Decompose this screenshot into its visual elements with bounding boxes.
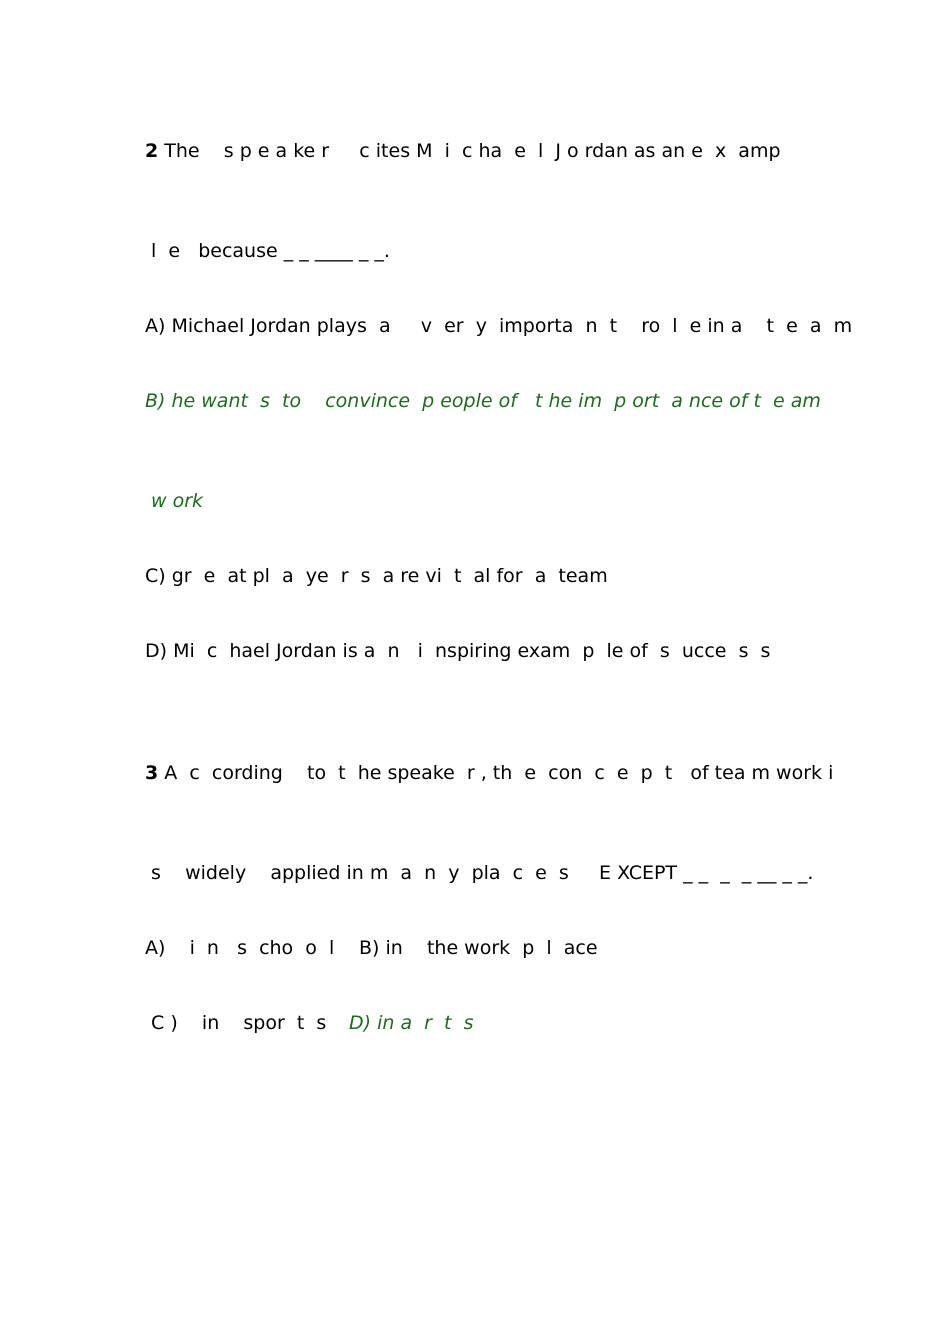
question-3-option-a: A) i n s cho o l (145, 937, 335, 959)
question-2-stem-line-2: l e because _ _ ____ _ _. (145, 240, 390, 262)
question-3-option-b: B) in the work p l ace (359, 937, 598, 959)
question-3-option-c: C ) in spor t s (145, 1012, 327, 1034)
question-2-option-d: D) Mi c hael Jordan is a n i nspiring exam p le of s ucce s s (145, 640, 771, 662)
question-3-stem-line-2: s widely applied in m a n y pla c e s E XCEPT _ _ _ _ __ _ _. (145, 862, 814, 884)
question-2-number: 2 (145, 140, 159, 162)
question-2-stem-text: The s p e a ke r c ites M i c ha e l J o rdan as an e x amp (158, 140, 781, 162)
question-2-option-c: C) gr e at pl a ye r s a re vi t al for a team (145, 565, 608, 587)
question-2-stem-line-1 (145, 139, 781, 163)
question-3-number: 3 (145, 762, 159, 784)
question-2-option-a: A) Michael Jordan plays a v er y importa n t ro l e in a t e a m (145, 315, 853, 337)
question-2-option-b-line-2: w ork (145, 490, 204, 512)
question-3-option-d: D) in a r t s (349, 1012, 474, 1034)
question-2-option-b-line-1: B) he want s to convince p eople of t he im p ort a nce of t e am (145, 390, 821, 412)
question-3-stem-text: A c cording to t he speake r , th e con c e p t of tea m work i (158, 762, 834, 784)
question-3-stem-line-1 (145, 761, 833, 785)
